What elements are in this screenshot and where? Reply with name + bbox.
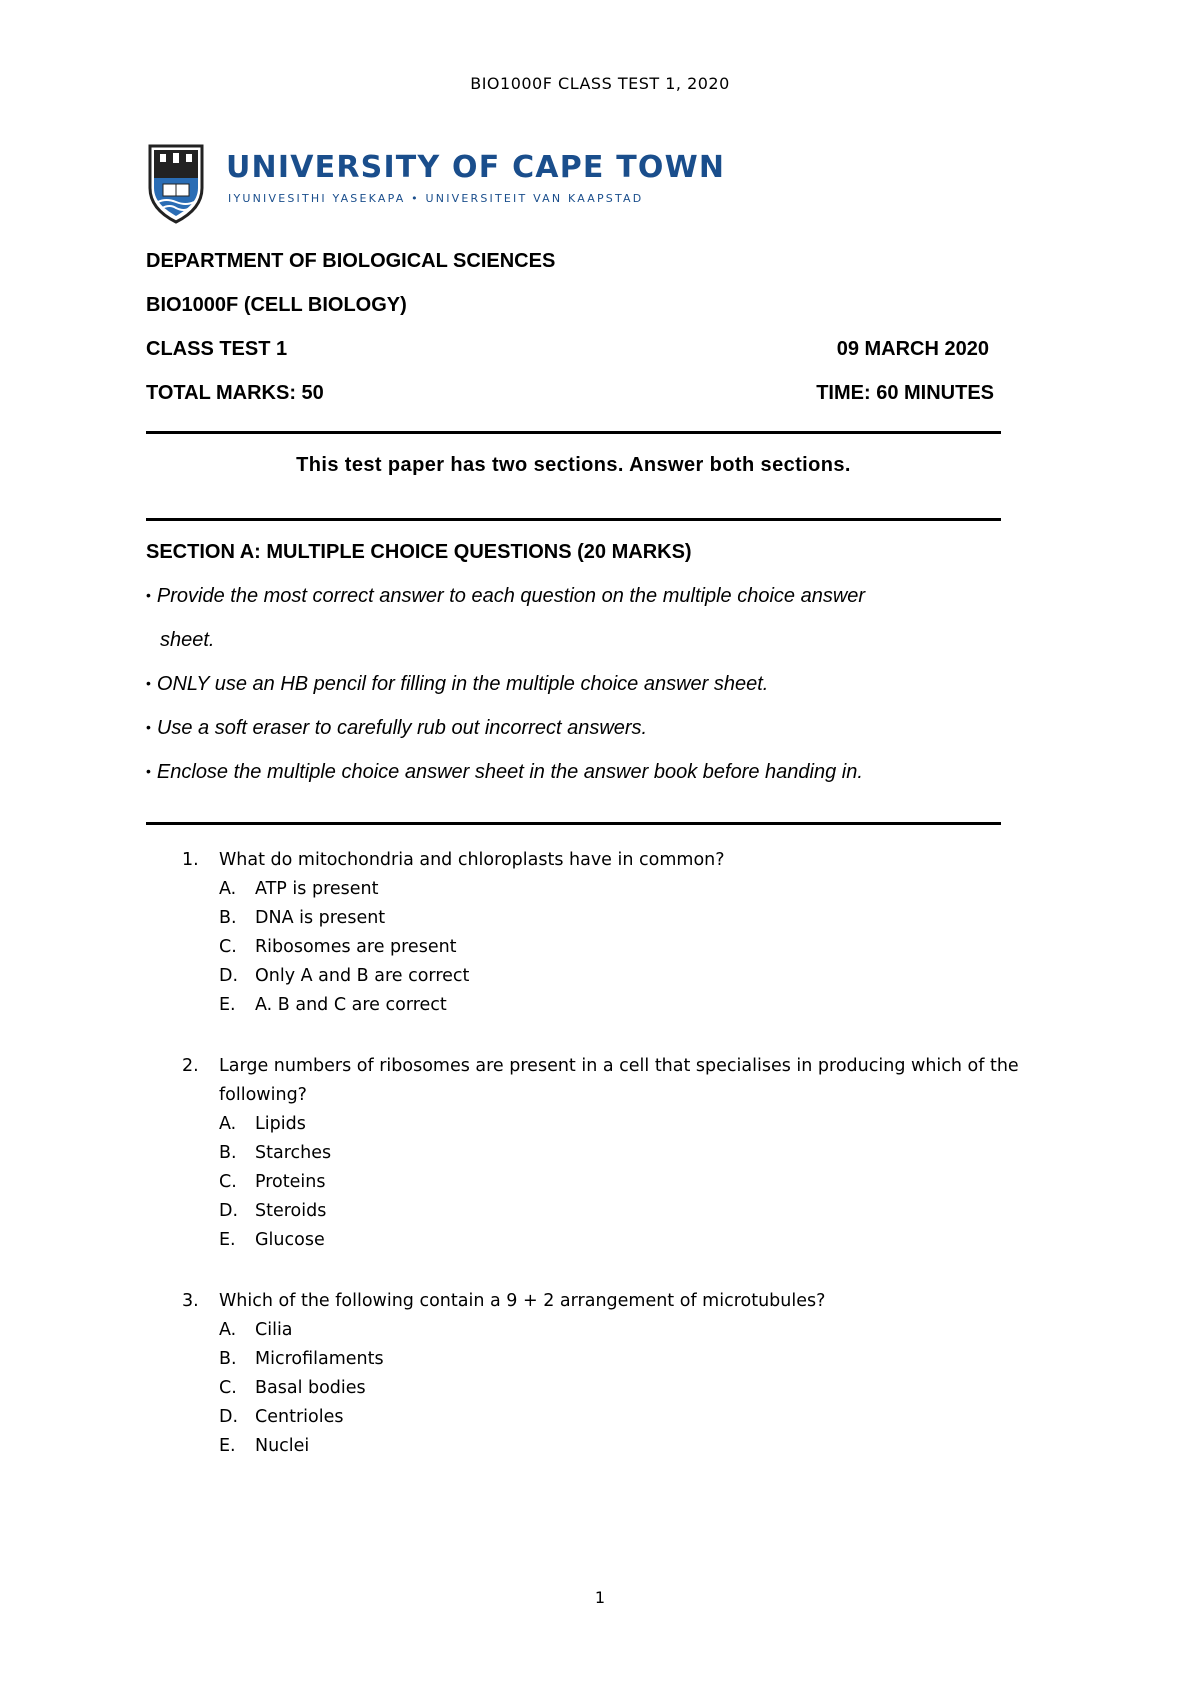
option-text: Nuclei <box>255 1436 310 1456</box>
option-text: Proteins <box>255 1172 326 1192</box>
instruction-item <box>146 761 863 784</box>
question-3 <box>182 1287 1062 1461</box>
option-letter: E. <box>219 1436 236 1456</box>
option-text: Glucose <box>255 1230 325 1250</box>
option-letter: E. <box>219 995 236 1015</box>
question-stem <box>182 1287 1062 1316</box>
option-letter: C. <box>219 1172 237 1192</box>
question-text: Large numbers of ribosomes are present in a cell that specialises in producing which of the <box>219 1056 1019 1076</box>
uct-logo <box>146 142 726 224</box>
answer-option <box>182 1110 1062 1139</box>
section-a-title: SECTION A: MULTIPLE CHOICE QUESTIONS (20 MARKS) <box>146 541 692 563</box>
option-letter: B. <box>219 1143 237 1163</box>
answer-option <box>182 904 1062 933</box>
option-text: DNA is present <box>255 908 386 928</box>
option-text: Only A and B are correct <box>255 966 470 986</box>
option-letter: C. <box>219 1378 237 1398</box>
option-text: A. B and C are correct <box>255 995 447 1015</box>
answer-option <box>182 933 1062 962</box>
option-text: Cilia <box>255 1320 293 1340</box>
question-stem <box>182 846 1062 875</box>
instruction-text: Provide the most correct answer to each question on the multiple choice answer <box>156 585 866 607</box>
divider <box>146 822 1001 825</box>
instruction-item <box>146 585 865 608</box>
option-letter: D. <box>219 1201 239 1221</box>
test-name: CLASS TEST 1 <box>146 338 288 360</box>
university-subtitle: IYUNIVESITHI YASEKAPA • UNIVERSITEIT VAN KAAPSTAD <box>228 192 644 205</box>
test-date: 09 MARCH 2020 <box>836 338 989 360</box>
bullet-icon: • <box>146 675 151 691</box>
option-letter: B. <box>219 1349 237 1369</box>
option-letter: C. <box>219 937 237 957</box>
instruction-item <box>146 673 768 696</box>
test-time: TIME: 60 MINUTES <box>816 382 994 404</box>
page-number: 1 <box>594 1588 606 1607</box>
option-letter: A. <box>219 879 237 899</box>
question-text: Which of the following contain a 9 + 2 arrangement of microtubules? <box>219 1291 826 1311</box>
instruction-item <box>146 717 647 740</box>
instruction-continuation: sheet. <box>160 629 215 651</box>
question-2 <box>182 1052 1062 1255</box>
option-text: Microfilaments <box>255 1349 384 1369</box>
answer-option <box>182 1226 1062 1255</box>
question-text: What do mitochondria and chloroplasts have in common? <box>219 850 725 870</box>
question-number: 2. <box>182 1056 199 1076</box>
question-number: 1. <box>182 850 199 870</box>
answer-option <box>182 1345 1062 1374</box>
uct-crest-icon <box>146 142 206 224</box>
option-text: Starches <box>255 1143 332 1163</box>
answer-option <box>182 962 1062 991</box>
question-stem <box>182 1052 1062 1081</box>
option-text: Steroids <box>255 1201 327 1221</box>
bullet-icon: • <box>146 763 151 779</box>
option-letter: A. <box>219 1114 237 1134</box>
answer-option <box>182 1168 1062 1197</box>
department-heading: DEPARTMENT OF BIOLOGICAL SCIENCES <box>146 250 556 272</box>
question-text: following? <box>219 1085 307 1105</box>
question-1 <box>182 846 1062 1020</box>
divider <box>146 431 1001 434</box>
answer-option <box>182 1403 1062 1432</box>
option-letter: A. <box>219 1320 237 1340</box>
option-letter: D. <box>219 966 239 986</box>
instruction-text: ONLY use an HB pencil for filling in the multiple choice answer sheet. <box>156 673 769 695</box>
answer-option <box>182 1432 1062 1461</box>
bullet-icon: • <box>146 719 151 735</box>
option-letter: E. <box>219 1230 236 1250</box>
option-text: ATP is present <box>255 879 379 899</box>
divider <box>146 518 1001 521</box>
question-number: 3. <box>182 1291 199 1311</box>
question-stem-continuation <box>182 1081 1062 1110</box>
answer-option <box>182 1197 1062 1226</box>
option-letter: D. <box>219 1407 239 1427</box>
bullet-icon: • <box>146 587 151 603</box>
option-text: Basal bodies <box>255 1378 366 1398</box>
total-marks: TOTAL MARKS: 50 <box>146 382 324 404</box>
answer-option <box>182 1374 1062 1403</box>
option-text: Ribosomes are present <box>255 937 457 957</box>
option-letter: B. <box>219 908 237 928</box>
instruction-text: Use a soft eraser to carefully rub out incorrect answers. <box>156 717 648 739</box>
answer-option <box>182 991 1062 1020</box>
answer-option <box>182 875 1062 904</box>
sections-note: This test paper has two sections. Answer both sections. <box>296 454 851 476</box>
running-header: BIO1000F CLASS TEST 1, 2020 <box>470 74 730 93</box>
instruction-text: Enclose the multiple choice answer sheet in the answer book before handing in. <box>156 761 863 783</box>
university-name: UNIVERSITY OF CAPE TOWN <box>226 150 726 185</box>
answer-option <box>182 1316 1062 1345</box>
option-text: Lipids <box>255 1114 306 1134</box>
answer-option <box>182 1139 1062 1168</box>
option-text: Centrioles <box>255 1407 344 1427</box>
course-heading: BIO1000F (CELL BIOLOGY) <box>146 294 407 316</box>
